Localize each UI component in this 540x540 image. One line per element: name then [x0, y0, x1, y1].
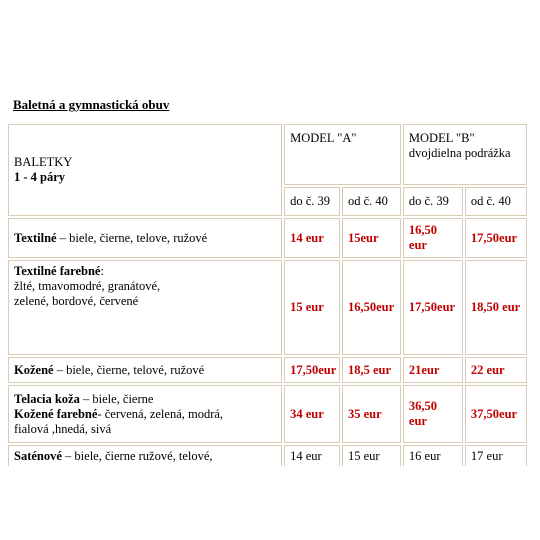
product-name [8, 218, 282, 258]
product-name [8, 445, 282, 466]
price-cell: 36,50 eur [403, 385, 463, 443]
price-cell: 16,50eur [342, 260, 401, 355]
header-row-models [8, 124, 527, 185]
product-name [8, 260, 282, 355]
product-colors-line: zelené, bordové, červené [14, 294, 139, 308]
product-colors-line: žlté, tmavomodré, granátové, [14, 279, 161, 293]
price-cell: 17,50eur [284, 357, 340, 383]
price-cell: 16,50 eur [403, 218, 463, 258]
price-cell: 17 eur [465, 445, 527, 466]
product-name-bold: Saténové [14, 448, 62, 463]
product-name-detail: : [100, 264, 104, 278]
price-cell: 14 eur [284, 445, 340, 466]
size-a-large: od č. 40 [342, 187, 401, 216]
price-cell: 18,50 eur [465, 260, 527, 355]
price-cell: 18,5 eur [342, 357, 401, 383]
product-name-bold: Textilné [14, 230, 57, 245]
product-name-bold: Kožené [14, 362, 54, 377]
size-b-large: od č. 40 [465, 187, 527, 216]
table-row [8, 357, 527, 383]
price-cell: 17,50eur [465, 218, 527, 258]
product-name-detail: – biele, čierne [79, 391, 154, 406]
price-cell: 37,50eur [465, 385, 527, 443]
header-model-b [403, 124, 527, 185]
price-cell: 15 eur [284, 260, 340, 355]
product-name-detail: – biele, čierne, telove, ružové [56, 230, 208, 245]
price-cell: 16 eur [403, 445, 463, 466]
product-name [8, 357, 282, 383]
product-name [8, 385, 282, 443]
product-name-bold: Textilné farebné [14, 264, 101, 278]
product-name-bold: Telacia koža [14, 391, 80, 406]
model-b-label: MODEL "B" [408, 131, 475, 145]
table-row [8, 385, 527, 443]
price-cell: 35 eur [342, 385, 401, 443]
model-a-label: MODEL "A" [290, 131, 357, 145]
size-a-small: do č. 39 [284, 187, 340, 216]
price-cell: 15eur [342, 218, 401, 258]
product-name-bold: Kožené farebné [14, 406, 98, 421]
model-b-sole: dvojdielna podrážka [408, 146, 511, 160]
header-model-a [284, 124, 401, 185]
size-b-small: do č. 39 [403, 187, 463, 216]
price-cell: 22 eur [465, 357, 527, 383]
price-table [6, 122, 529, 468]
price-cell: 17,50eur [403, 260, 463, 355]
header-label-baletky: BALETKY [14, 155, 73, 169]
price-cell: 14 eur [284, 218, 340, 258]
header-label-cell [8, 124, 282, 216]
price-cell: 21eur [403, 357, 463, 383]
product-name-detail: – biele, čierne ružové, telové, [61, 448, 213, 463]
header-label-pairs: 1 - 4 páry [14, 170, 66, 184]
price-cell: 34 eur [284, 385, 340, 443]
document-title: Baletná a gymnastická obuv [13, 97, 170, 112]
product-colors-line: fialová ,hnedá, sivá [14, 421, 112, 436]
price-cell: 15 eur [342, 445, 401, 466]
product-name-detail: – biele, čierne, telové, ružové [53, 362, 205, 377]
product-colors-line: - červená, zelená, modrá, [97, 406, 224, 421]
table-row [8, 445, 527, 466]
table-row [8, 218, 527, 258]
table-row [8, 260, 527, 355]
